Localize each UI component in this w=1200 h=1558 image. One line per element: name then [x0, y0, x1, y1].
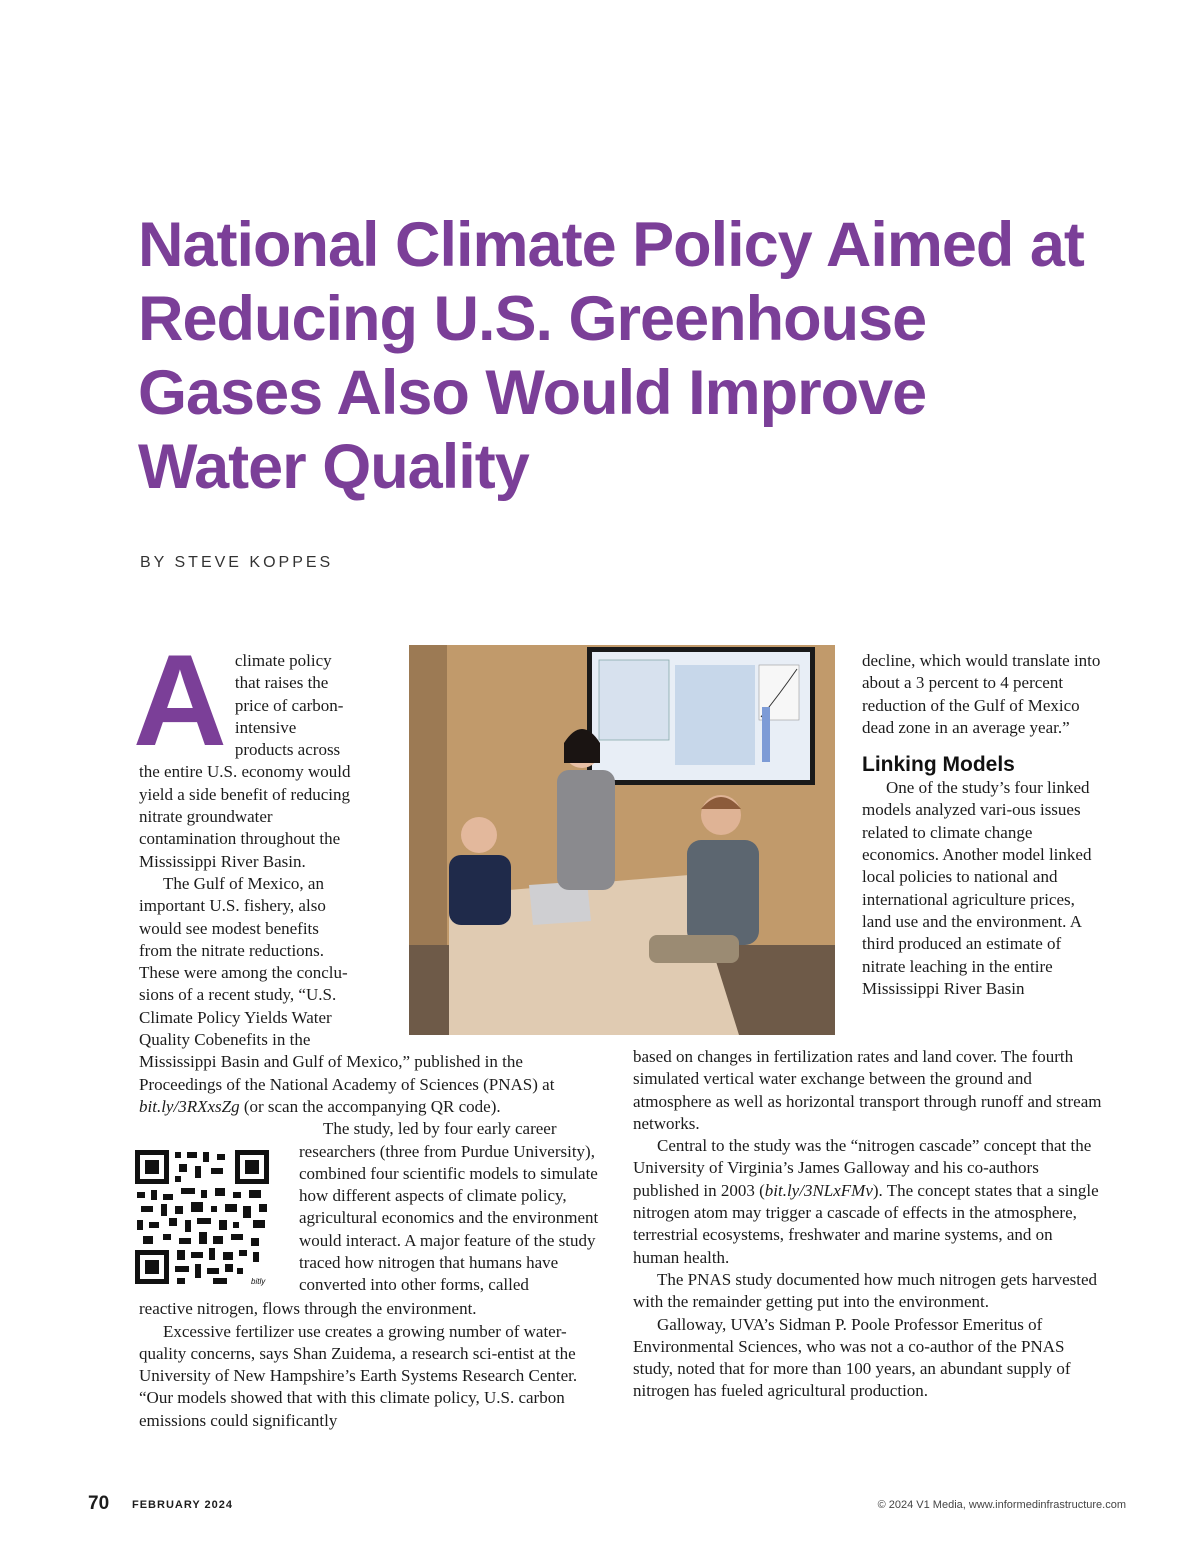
nitrogen-cascade-link[interactable]: bit.ly/3NLxFMv: [764, 1180, 873, 1200]
paragraph-6: One of the study’s four linked models analyzed vari-ous issues related to climate change economics. Another model linked local policies to national and international agriculture prices, land use and the environment. A third produced an estimate of nitrate leaching in the entire Mississippi River Basin: [862, 778, 1092, 998]
paragraph-3-end: reactive nitrogen, flows through the environment.: [139, 1299, 477, 1319]
article-headline: National Climate Policy Aimed at Reducing U.S. Greenhouse Gases Also Would Improve Water Quality: [138, 210, 1084, 502]
paragraph-6-end: based on changes in fertilization rates and land cover. The fourth simulated vertical water exchange between the ground and atmosphere as well as horizontal transport through runoff and stream networks.: [633, 1047, 1102, 1133]
paragraph-1: Aclimate policy that raises the price of carbon-intensive products across the entire U.S. economy would yield a side benefit of reducing nitrate groundwater contamination throughout the Mississippi River Basin.: [133, 627, 351, 871]
paragraph-9: Galloway, UVA’s Sidman P. Poole Professor Emeritus of Environmental Sciences, who was not a co-author of the PNAS study, noted that for more than 100 years, an abundant supply of nitrogen has fueled agricultural production.: [633, 1314, 1071, 1401]
paragraph-4: Excessive fertilizer use creates a growing number of water-quality concerns, says Shan Zuidema, a research sci-entist at the University of New Hampshire’s Earth Systems Research Center. “Our models showed that with this climate policy, U.S. carbon emissions could significantly: [139, 1321, 578, 1430]
paragraph-8: The PNAS study documented how much nitrogen gets harvested with the remainder getting put into the environment.: [633, 1269, 1098, 1312]
pnas-link[interactable]: bit.ly/3RXxsZg: [139, 1096, 240, 1116]
paragraph-3: The study, led by four early career researchers (three from Purdue University), combined four scientific models to simulate how different aspects of climate policy, agricultural economics and the environment would interact. A major feature of the study traced how nitrogen that humans have converted into other forms, called: [299, 1119, 599, 1295]
byline: BY STEVE KOPPES: [140, 554, 334, 571]
photo-float-space-right: [633, 650, 862, 1046]
paragraph-2: The Gulf of Mexico, an important U.S. fishery, also would see modest benefits from the nitrate reductions. These were among the conclu-sions of a recent study, “U.S. Climate Policy Yields Water Quality Cobenefits in the Mississippi Basin and Gulf of Mexico,” published in the: [139, 873, 523, 1072]
page-number: 70: [88, 1493, 110, 1514]
subheading: Linking Models: [862, 753, 1015, 777]
photo-float-space: [353, 650, 609, 1034]
copyright: © 2024 V1 Media, www.informedinfrastructure.com: [877, 1499, 1126, 1511]
left-column: [133, 627, 609, 1432]
right-column: [633, 650, 1103, 1403]
qr-tag: bitly: [251, 1277, 266, 1286]
paragraph-2-end: Proceedings of the National Academy of Sciences (PNAS) at bit.ly/3RXxsZg (or scan the accompanying QR code).: [139, 1074, 555, 1116]
qr-float-space: [139, 1118, 299, 1298]
drop-cap: A: [133, 627, 227, 773]
issue-date: FEBRUARY 2024: [132, 1499, 234, 1511]
paragraph-7: Central to the study was the “nitrogen cascade” concept that the University of Virginia’s James Galloway and his co-authors published in 2003 (bit.ly/3NLxFMv). The concept states that a single nitrogen atom may trigger a cascade of effects in the atmosphere, terrestrial ecosystems, freshwater and marine systems, and on human health.: [633, 1136, 1099, 1267]
paragraph-5: decline, which would translate into about a 3 percent to 4 percent reduction of the Gulf of Mexico dead zone in an average year.”: [862, 651, 1101, 737]
